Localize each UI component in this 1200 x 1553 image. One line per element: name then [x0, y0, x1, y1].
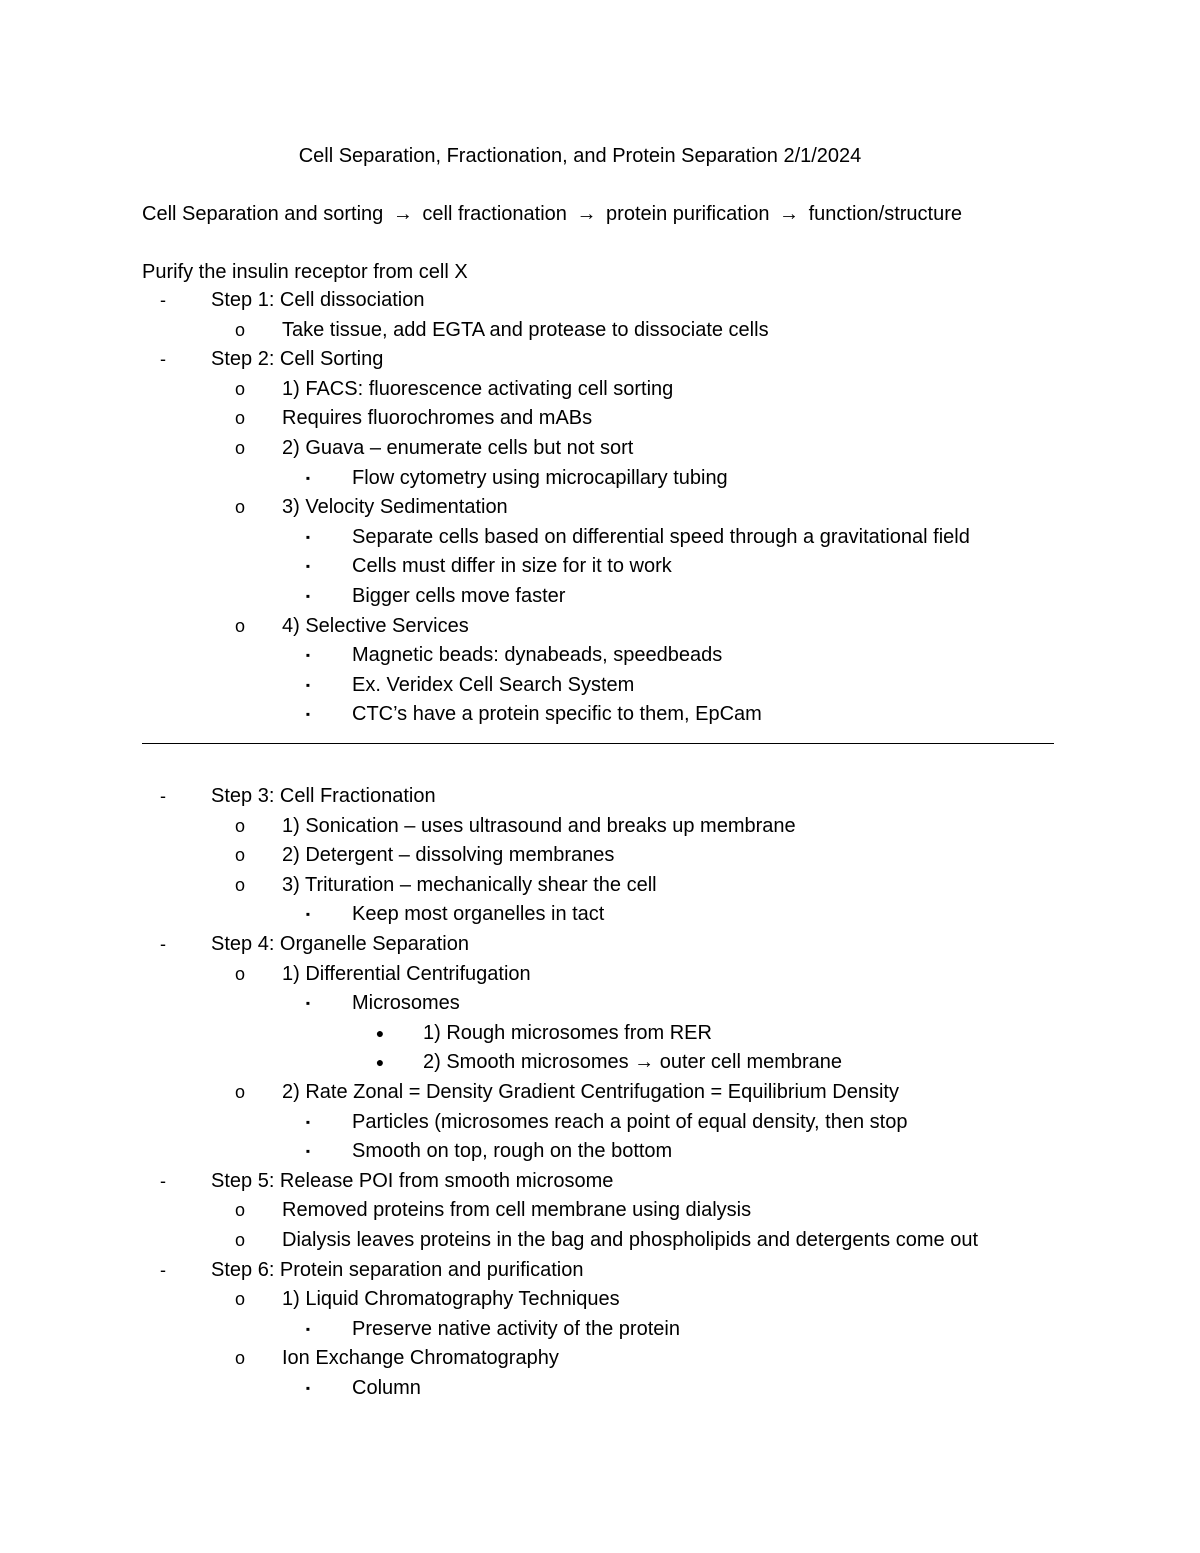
outline-item-text: 2) Detergent – dissolving membranes [282, 844, 615, 867]
outline-item-text: Smooth on top, rough on the bottom [352, 1140, 673, 1163]
outline-item-text: Step 3: Cell Fractionation [211, 785, 436, 807]
circle-bullet-icon: o [234, 874, 245, 895]
workflow-step: Cell Separation and sorting [142, 203, 384, 225]
arrow-right-icon: → [576, 203, 597, 225]
circle-bullet-icon: o [234, 1200, 245, 1221]
circle-bullet-icon: o [234, 815, 245, 836]
outline-item-text: 1) Rough microsomes from RER [423, 1021, 712, 1044]
dash-bullet-icon: - [160, 1259, 166, 1280]
square-bullet-icon: ▪ [305, 996, 311, 1011]
section-divider [142, 743, 1054, 744]
dash-bullet-icon: - [160, 290, 166, 310]
workflow-step: cell fractionation [422, 203, 567, 225]
circle-bullet-icon: o [234, 1289, 245, 1310]
document-title: Cell Separation, Fractionation, and Protein Separation 2/1/2024 [298, 145, 862, 167]
square-bullet-icon: ▪ [305, 1321, 311, 1336]
outline-item-text: Column [352, 1377, 421, 1399]
outline-item-text: Microsomes [352, 992, 460, 1015]
circle-bullet-icon: o [234, 497, 245, 518]
outline-item-text: Separate cells based on differential speed through a gravitational field [352, 525, 970, 548]
outline-item-text: Step 1: Cell dissociation [211, 289, 425, 311]
outline-item-text: Ex. Veridex Cell Search System [352, 673, 635, 696]
outline-item-text: CTC’s have a protein specific to them, EpCam [352, 703, 762, 726]
outline-item-text: Flow cytometry using microcapillary tubing [352, 466, 728, 489]
topic-heading: Purify the insulin receptor from cell X [142, 261, 468, 283]
square-bullet-icon: ▪ [305, 559, 311, 574]
outline-item-text: Requires fluorochromes and mABs [282, 407, 593, 430]
outline-item-text: Keep most organelles in tact [352, 903, 605, 926]
outline-item-text: Cells must differ in size for it to work [352, 555, 672, 578]
outline-item-text: 2) Guava – enumerate cells but not sort [282, 437, 634, 459]
circle-bullet-icon: o [234, 1348, 245, 1369]
outline-item-text: Dialysis leaves proteins in the bag and phospholipids and detergents come out [282, 1229, 978, 1251]
outline-item-text: 2) Rate Zonal = Density Gradient Centrifugation = Equilibrium Density [282, 1081, 899, 1103]
circle-bullet-icon: o [234, 615, 245, 636]
outline-item-text: 1) Liquid Chromatography Techniques [282, 1288, 620, 1311]
outline-item-text: Step 6: Protein separation and purification [211, 1258, 584, 1281]
square-bullet-icon: ▪ [305, 470, 311, 485]
arrow-right-icon: → [392, 203, 413, 225]
outline-item-text: 1) Differential Centrifugation [282, 962, 531, 985]
outline-item-text: Preserve native activity of the protein [352, 1317, 680, 1340]
outline-item-text: Magnetic beads: dynabeads, speedbeads [352, 644, 723, 667]
circle-bullet-icon: o [234, 845, 245, 866]
outline-item-text: 2) Smooth microsomes → outer cell membrane [423, 1051, 843, 1074]
square-bullet-icon: ▪ [305, 907, 311, 922]
outline-item-text: Take tissue, add EGTA and protease to dissociate cells [282, 318, 769, 341]
square-bullet-icon: ▪ [305, 529, 311, 544]
dot-bullet-icon: ● [375, 1024, 385, 1041]
square-bullet-icon: ▪ [305, 1144, 311, 1159]
outline-item-text: Particles (microsomes reach a point of equal density, then stop [352, 1110, 908, 1133]
outline-item-text: Removed proteins from cell membrane using dialysis [282, 1199, 752, 1222]
outline-item-text: 3) Trituration – mechanically shear the cell [282, 873, 657, 896]
circle-bullet-icon: o [234, 319, 245, 340]
dash-bullet-icon: - [160, 1170, 166, 1191]
dot-bullet-icon: ● [375, 1054, 385, 1071]
outline-item-text: 1) FACS: fluorescence activating cell sorting [282, 377, 674, 400]
workflow-step: function/structure [808, 203, 963, 225]
workflow-line [142, 203, 962, 226]
outline-item-text: 3) Velocity Sedimentation [282, 496, 508, 519]
square-bullet-icon: ▪ [305, 677, 311, 692]
square-bullet-icon: ▪ [305, 1114, 311, 1129]
outline-item-text: Step 2: Cell Sorting [211, 348, 384, 371]
workflow-step: protein purification [606, 203, 770, 225]
outline-item-text: 1) Sonication – uses ultrasound and breaks up membrane [282, 814, 796, 837]
square-bullet-icon: ▪ [305, 589, 311, 603]
outline-item-text: Step 5: Release POI from smooth microsome [211, 1169, 614, 1192]
dash-bullet-icon: - [160, 349, 166, 370]
outline-item-text: Bigger cells move faster [352, 585, 566, 607]
dash-bullet-icon: - [160, 786, 166, 806]
dash-bullet-icon: - [160, 934, 166, 954]
outline-item-text: Step 4: Organelle Separation [211, 933, 469, 955]
square-bullet-icon: ▪ [305, 648, 311, 663]
circle-bullet-icon: o [234, 1082, 245, 1102]
outline-item-text: 4) Selective Services [282, 614, 469, 637]
square-bullet-icon: ▪ [305, 707, 311, 722]
circle-bullet-icon: o [234, 438, 245, 458]
circle-bullet-icon: o [234, 378, 245, 399]
circle-bullet-icon: o [234, 408, 245, 429]
arrow-right-icon: → [779, 203, 800, 225]
outline-item-text: Ion Exchange Chromatography [282, 1347, 559, 1370]
circle-bullet-icon: o [234, 1230, 245, 1250]
circle-bullet-icon: o [234, 963, 245, 984]
square-bullet-icon: ▪ [305, 1381, 311, 1395]
